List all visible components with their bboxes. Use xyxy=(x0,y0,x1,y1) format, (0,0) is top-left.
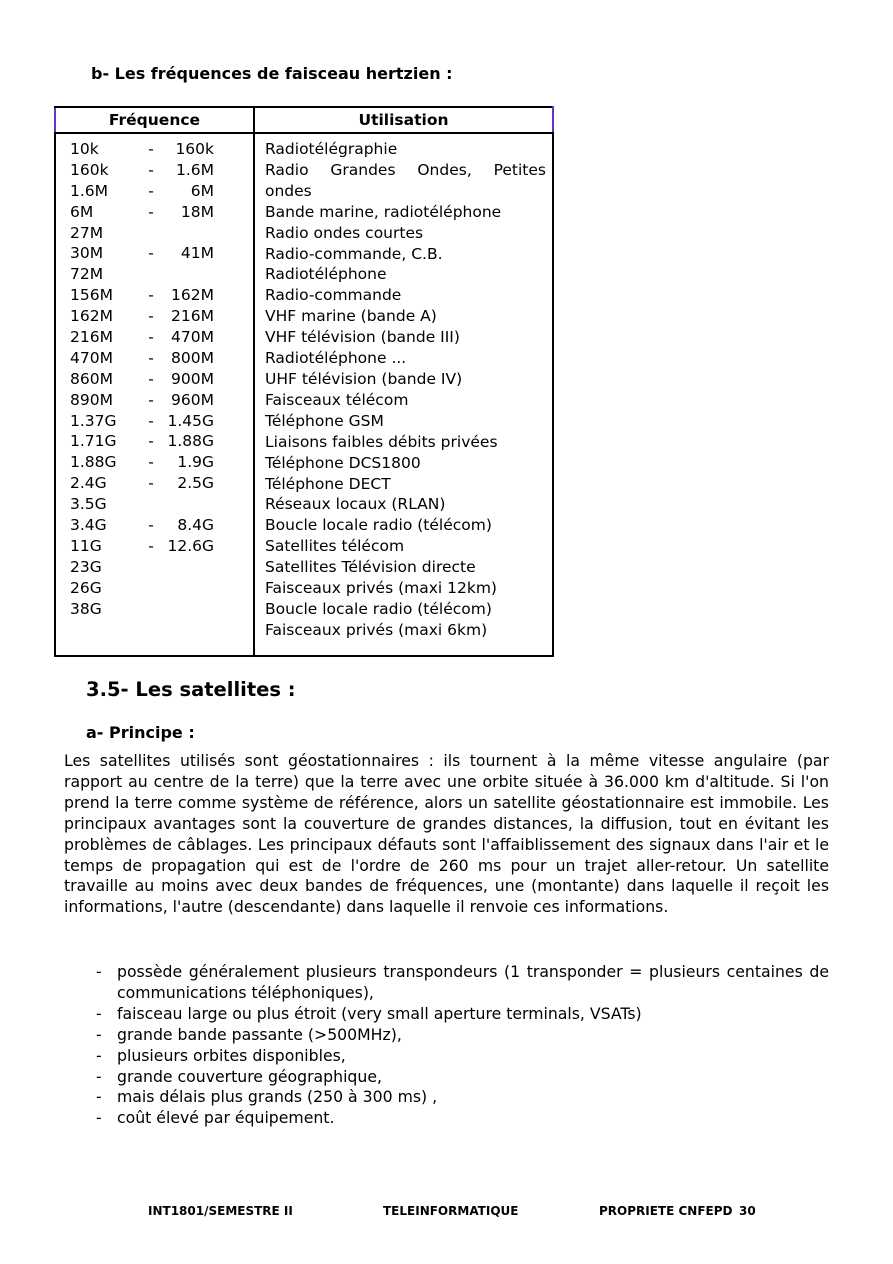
frequency-to: 960M xyxy=(171,390,214,409)
header-utilisation: Utilisation xyxy=(254,107,553,133)
section-b-heading: b- Les fréquences de faisceau hertzien : xyxy=(91,64,453,83)
frequency-dash: - xyxy=(148,432,154,451)
list-item xyxy=(64,1087,829,1108)
utilisation-row: Radio ondes courtes xyxy=(265,223,424,242)
frequency-row xyxy=(70,390,253,411)
list-item-text: faisceau large ou plus étroit (very small aperture terminals, VSATs) xyxy=(117,1003,642,1023)
frequency-dash: - xyxy=(148,181,154,200)
utilisation-row: Radiotéléphone xyxy=(265,265,387,284)
frequency-from: 72M xyxy=(70,265,104,284)
footer-subject: TELEINFORMATIQUE xyxy=(383,1204,519,1218)
list-item-text: mais délais plus grands (250 à 300 ms) , xyxy=(117,1087,438,1107)
frequency-row xyxy=(70,139,253,160)
utilisation-row: Téléphone GSM xyxy=(265,411,384,430)
bullet-dash: - xyxy=(96,1045,102,1065)
utilisation-row: Bande marine, radiotéléphone xyxy=(265,202,502,221)
header-frequence: Fréquence xyxy=(55,107,254,133)
frequency-from: 890M xyxy=(70,390,113,409)
frequency-row xyxy=(70,599,253,620)
section-heading-satellites: 3.5- Les satellites : xyxy=(86,678,296,701)
frequency-dash: - xyxy=(148,202,154,221)
list-item xyxy=(64,1108,829,1129)
frequency-from: 156M xyxy=(70,286,113,305)
utilisation-row: Radio-commande xyxy=(265,286,402,305)
frequency-row xyxy=(70,181,253,202)
frequency-from: 27M xyxy=(70,223,104,242)
frequency-row xyxy=(70,327,253,348)
list-item xyxy=(64,1046,829,1067)
list-item-text: grande couverture géographique, xyxy=(117,1066,382,1086)
list-item-text: plusieurs orbites disponibles, xyxy=(117,1045,346,1065)
frequency-from: 3.5G xyxy=(70,495,107,514)
utilisation-row: Téléphone DECT xyxy=(265,474,391,493)
frequency-row xyxy=(70,264,253,285)
utilisation-row: Faisceaux privés (maxi 12km) xyxy=(265,579,497,598)
bullet-dash: - xyxy=(96,1066,102,1086)
frequency-to: 470M xyxy=(171,328,214,347)
frequency-row xyxy=(70,202,253,223)
utilisation-row: Radio-commande, C.B. xyxy=(265,244,443,263)
frequency-to: 800M xyxy=(171,348,214,367)
frequency-to: 12.6G xyxy=(167,536,214,555)
frequency-row xyxy=(70,348,253,369)
frequency-row xyxy=(70,452,253,473)
frequency-from: 10k xyxy=(70,140,99,158)
frequency-from: 38G xyxy=(70,599,102,618)
utilisation-row: UHF télévision (bande IV) xyxy=(265,369,463,388)
frequency-row xyxy=(70,431,253,452)
footer-owner: PROPRIETE CNFEPD xyxy=(599,1204,733,1218)
frequency-table xyxy=(54,106,554,657)
list-item-text: grande bande passante (>500MHz), xyxy=(117,1024,402,1044)
frequency-row xyxy=(70,369,253,390)
frequency-to: 1.6M xyxy=(175,160,214,179)
utilisation-row: Réseaux locaux (RLAN) xyxy=(265,495,446,514)
frequency-from: 470M xyxy=(70,348,113,367)
frequency-from: 23G xyxy=(70,557,102,576)
frequency-from: 860M xyxy=(70,369,113,388)
utilisation-row: Liaisons faibles débits privées xyxy=(265,432,498,451)
utilisation-row: Satellites Télévision directe xyxy=(265,558,476,577)
frequency-to: 6M xyxy=(190,181,214,200)
frequency-row xyxy=(70,285,253,306)
frequency-column xyxy=(55,133,254,656)
bullet-dash: - xyxy=(96,1024,102,1044)
frequency-dash: - xyxy=(148,369,154,388)
page-number: 30 xyxy=(739,1204,756,1218)
frequency-from: 2.4G xyxy=(70,474,107,493)
frequency-to: 2.5G xyxy=(177,474,214,493)
frequency-from: 1.71G xyxy=(70,432,117,451)
frequency-from: 3.4G xyxy=(70,516,107,535)
utilisation-row: Radio Grandes Ondes, Petites xyxy=(265,160,546,179)
frequency-row xyxy=(70,557,253,578)
frequency-from: 1.6M xyxy=(70,181,109,200)
frequency-to: 160k xyxy=(175,140,214,158)
footer-course: INT1801/SEMESTRE II xyxy=(148,1204,293,1218)
list-item xyxy=(64,1025,829,1046)
utilisation-row: VHF marine (bande A) xyxy=(265,307,437,326)
utilisation-row: Radiotéléphone ... xyxy=(265,349,407,368)
frequency-dash: - xyxy=(148,328,154,347)
list-item-text: possède généralement plusieurs transpondeurs (1 transponder = plusieurs centaines de communications téléphoniques), xyxy=(117,962,829,1002)
utilisation-row: Boucle locale radio (télécom) xyxy=(265,599,492,618)
frequency-dash: - xyxy=(148,348,154,367)
principle-paragraph: Les satellites utilisés sont géostationnaires : ils tournent à la même vitesse angulaire (par rapport au centre de la terre) que la terre avec une orbite située à 36.000 km d'altitude. Si l'on prend la terre comme système de référence, alors un satellite géostationnaire est immobile. Les principaux avantages sont la couverture de grandes distances, la diffusion, tout en évitant les problèmes de câblages. Les principaux défauts sont l'affaiblissement des signaux dans l'air et le temps de propagation qui est de l'ordre de 260 ms pour un trajet aller-retour. Un satellite travaille au moins avec deux bandes de fréquences, une (montante) dans laquelle il reçoit les informations, l'autre (descendante) dans laquelle il renvoie ces informations. xyxy=(64,751,829,917)
frequency-row xyxy=(70,411,253,432)
frequency-row xyxy=(70,243,253,264)
frequency-from: 26G xyxy=(70,578,102,597)
utilisation-row: Faisceaux privés (maxi 6km) xyxy=(265,620,488,639)
utilisation-row: Satellites télécom xyxy=(265,537,405,556)
utilisation-row: ondes xyxy=(265,181,312,200)
frequency-from: 160k xyxy=(70,160,109,179)
frequency-dash: - xyxy=(148,286,154,305)
frequency-to: 1.88G xyxy=(167,432,214,451)
utilisation-row: Téléphone DCS1800 xyxy=(265,453,421,472)
frequency-dash: - xyxy=(148,140,154,158)
frequency-row xyxy=(70,160,253,181)
utilisation-column xyxy=(254,133,553,656)
frequency-to: 900M xyxy=(171,369,214,388)
frequency-from: 216M xyxy=(70,328,113,347)
bullet-dash: - xyxy=(96,1108,102,1128)
subsection-heading-principe: a- Principe : xyxy=(86,723,195,742)
frequency-from: 1.37G xyxy=(70,411,117,430)
frequency-dash: - xyxy=(148,307,154,326)
frequency-to: 41M xyxy=(180,244,214,263)
utilisation-row: Faisceaux télécom xyxy=(265,390,409,409)
list-item xyxy=(64,962,829,1004)
frequency-row xyxy=(70,515,253,536)
frequency-dash: - xyxy=(148,160,154,179)
frequency-dash: - xyxy=(148,390,154,409)
frequency-from: 11G xyxy=(70,536,102,555)
frequency-to: 8.4G xyxy=(177,516,214,535)
list-item xyxy=(64,1067,829,1088)
frequency-from: 162M xyxy=(70,307,113,326)
frequency-to: 18M xyxy=(180,202,214,221)
frequency-row xyxy=(70,536,253,557)
frequency-row xyxy=(70,473,253,494)
frequency-from: 6M xyxy=(70,202,94,221)
frequency-dash: - xyxy=(148,516,154,535)
utilisation-row: Radiotélégraphie xyxy=(265,140,398,158)
bullet-dash: - xyxy=(96,1003,102,1023)
bullet-dash: - xyxy=(96,962,102,981)
bullet-dash: - xyxy=(96,1087,102,1107)
frequency-from: 30M xyxy=(70,244,104,263)
frequency-from: 1.88G xyxy=(70,453,117,472)
list-item xyxy=(64,1004,829,1025)
utilisation-row: VHF télévision (bande III) xyxy=(265,328,460,347)
frequency-row xyxy=(70,306,253,327)
frequency-dash: - xyxy=(148,453,154,472)
list-item-text: coût élevé par équipement. xyxy=(117,1108,335,1128)
frequency-dash: - xyxy=(148,411,154,430)
frequency-dash: - xyxy=(148,536,154,555)
frequency-row xyxy=(70,494,253,515)
utilisation-row: Boucle locale radio (télécom) xyxy=(265,516,492,535)
feature-list xyxy=(64,962,829,1129)
frequency-to: 162M xyxy=(171,286,214,305)
frequency-to: 216M xyxy=(171,307,214,326)
frequency-row xyxy=(70,578,253,599)
frequency-dash: - xyxy=(148,474,154,493)
frequency-to: 1.45G xyxy=(167,411,214,430)
frequency-dash: - xyxy=(148,244,154,263)
frequency-row xyxy=(70,223,253,244)
frequency-to: 1.9G xyxy=(177,453,214,472)
